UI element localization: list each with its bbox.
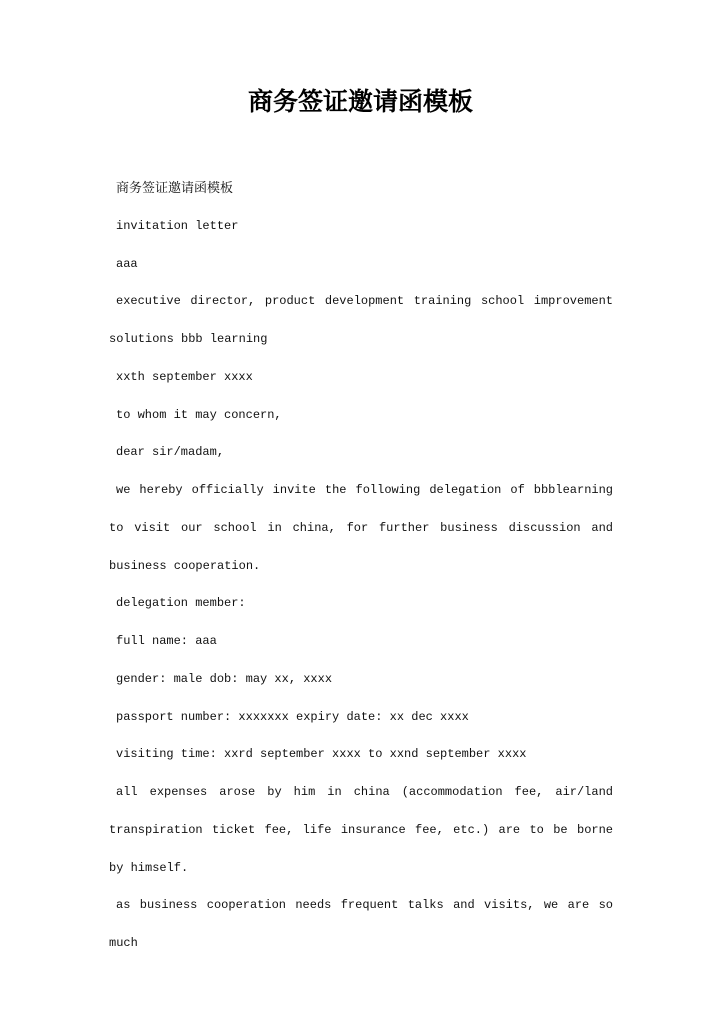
- letter-date: xxth september xxxx: [116, 369, 253, 384]
- sender-title: executive director, product development training school improvement solutions bbb learning: [109, 294, 613, 346]
- invitation-paragraph: we hereby officially invite the following delegation of bbblearning to visit our school in china, for further business discussion and business cooperation.: [109, 483, 613, 573]
- salutation: dear sir/madam,: [116, 445, 225, 460]
- expenses-paragraph: all expenses arose by him in china (accommodation fee, air/land transpiration ticket fee, life insurance fee, etc.) are to be borne by himself.: [109, 785, 613, 875]
- full-name-line: full name: aaa: [116, 634, 217, 648]
- to-whom-line: to whom it may concern,: [116, 407, 282, 422]
- gender-dob-line: gender: male dob: may xx, xxxx: [116, 671, 333, 686]
- letter-heading: invitation letter: [116, 218, 239, 233]
- passport-line: passport number: xxxxxxx expiry date: xx dec xxxx: [116, 709, 469, 724]
- document-body: [109, 170, 613, 963]
- closing-paragraph: as business cooperation needs frequent talks and visits, we are so much: [109, 898, 613, 950]
- document-title: 商务签证邀请函模板: [247, 87, 473, 116]
- visiting-time-line: visiting time: xxrd september xxxx to xxnd september xxxx: [116, 747, 527, 762]
- subtitle-paragraph: 商务签证邀请函模板: [116, 181, 234, 196]
- sender-name: aaa: [116, 256, 138, 271]
- delegation-heading: delegation member:: [116, 596, 246, 611]
